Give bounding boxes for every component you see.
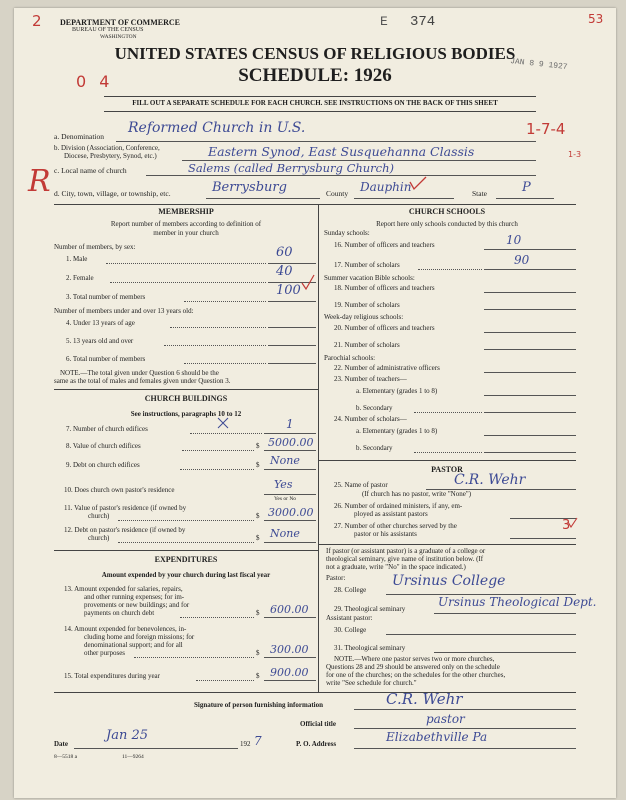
q3-label: 3. Total number of members (66, 293, 146, 301)
po-address-value[interactable]: Elizabethville Pa (386, 730, 488, 744)
dept-name: DEPARTMENT OF COMMERCE (60, 18, 181, 27)
pastor-note-4: write "See schedule for church." (326, 679, 417, 687)
q2-value[interactable]: 40 (276, 264, 293, 279)
signature-value[interactable]: C.R. Wehr (386, 690, 463, 708)
weekday-label: Week-day religious schools: (324, 313, 404, 321)
division-value[interactable]: Eastern Synod, East Susquehanna Classis (208, 144, 475, 159)
parochial-label: Parochial schools: (324, 354, 376, 362)
q28-label: 28. College (334, 586, 367, 594)
membership-note-2: same as the total of males and females given under Question 3. (54, 377, 231, 385)
signature-label: Signature of person furnishing information (194, 701, 323, 709)
margin-note-top-right: 53 (588, 12, 604, 26)
form-title: UNITED STATES CENSUS OF RELIGIOUS BODIES (114, 44, 516, 63)
q27-label-2: pastor or his assistants (354, 530, 417, 538)
pastor-note-1: NOTE.—Where one pastor serves two or more churches, (334, 655, 495, 663)
q25-label: 25. Name of pastor (334, 481, 388, 489)
county-label: County (326, 189, 349, 198)
q8-label: 8. Value of church edifices (66, 442, 141, 450)
assistant-subhead: Assistant pastor: (326, 614, 373, 622)
by-sex-label: Number of members, by sex: (54, 243, 136, 251)
q22-label: 22. Number of administrative officers (334, 364, 440, 372)
q14-value[interactable]: 300.00 (270, 643, 309, 656)
membership-intro-1: Report number of members according to definition of (110, 220, 262, 228)
q13-line-2: and other running expenses; for im- (84, 593, 185, 601)
q13-line-4: payments on church debt (84, 609, 155, 617)
membership-intro-2: member in your church (153, 229, 219, 237)
q7-pencil-mark (214, 412, 238, 432)
membership-heading: MEMBERSHIP (158, 207, 214, 216)
q12-value[interactable]: None (270, 527, 300, 540)
expenditures-intro: Amount expended by your church during last fiscal year (101, 571, 271, 579)
q30-label: 30. College (334, 626, 367, 634)
q25-note: (If church has no pastor, write "None") (362, 490, 472, 498)
q11-label-1: 11. Value of pastor's residence (if owned by (64, 504, 187, 512)
q3-value[interactable]: 100 (276, 283, 301, 298)
margin-note-top-left: 2 (32, 12, 42, 30)
q26-label-1: 26. Number of ordained ministers, if any, em- (334, 502, 463, 510)
margin-code: 0 4 (76, 72, 114, 91)
instruction-line: FILL OUT A SEPARATE SCHEDULE FOR EACH CHURCH. SEE INSTRUCTIONS ON THE BACK OF THIS SHEET (132, 99, 498, 107)
local-name-label: c. Local name of church (54, 166, 127, 175)
po-address-label: P. O. Address (296, 740, 337, 748)
q1-label: 1. Male (66, 255, 88, 263)
q17-label: 17. Number of scholars (334, 261, 400, 269)
official-title-label: Official title (300, 720, 336, 728)
q11-label-2: church) (88, 512, 110, 520)
q6-label: 6. Total number of members (66, 355, 146, 363)
q21-label: 21. Number of scholars (334, 341, 400, 349)
q16-value[interactable]: 10 (506, 233, 522, 247)
q17-value[interactable]: 90 (514, 253, 530, 267)
margin-big-r: R (28, 164, 51, 199)
denomination-code: 1-7-4 (526, 120, 566, 138)
q4-label: 4. Under 13 years of age (66, 319, 135, 327)
state-label: State (472, 189, 487, 198)
q27-check-mark (554, 514, 578, 534)
q26-label-2: ployed as assistant pastors (354, 510, 428, 518)
membership-check-marks (296, 228, 320, 308)
q23-elem-label: a. Elementary (grades 1 to 8) (356, 387, 438, 395)
pastor-note-2: Questions 28 and 29 should be answered only on the schedule (326, 663, 500, 671)
q14-line-2: cluding home and foreign missions; for (84, 633, 195, 641)
denomination-label: a. Denomination (54, 132, 104, 141)
q23-secondary-label: b. Secondary (356, 404, 393, 412)
county-value[interactable]: Dauphin (360, 180, 412, 194)
q8-value[interactable]: 5000.00 (268, 436, 314, 449)
bureau-name: BUREAU OF THE CENSUS (72, 27, 144, 33)
division-label-1: b. Division (Association, Conference, (54, 144, 160, 152)
q9-value[interactable]: None (270, 454, 300, 467)
division-label-2: Diocese, Presbytery, Synod, etc.) (64, 152, 157, 160)
city-name: WASHINGTON (100, 34, 137, 40)
q14-line-3: denominational support; and for all (84, 641, 183, 649)
q9-label: 9. Debt on church edifices (66, 461, 140, 469)
buildings-intro: See instructions, paragraphs 10 to 12 (130, 410, 242, 418)
city-label: d. City, town, village, or township, etc. (54, 189, 171, 198)
q7-value[interactable]: 1 (286, 417, 294, 431)
official-title-value[interactable]: pastor (426, 712, 465, 726)
census-schedule-sheet: 2 53 E 374 JAN 8 9 1927 0 4 R DEPARTMENT OF COMMERCE BUREAU OF THE CENSUS WASHINGTON UNITED STATES CENSUS OF RELIGIOUS BODIES SCHEDULE: 1926 FILL OUT A SEPARATE SCHEDULE FOR EACH CHURCH. SEE INSTRUCTIONS ON THE BACK OF THIS SHEET a. Denomination Reformed Church in U.S. 1-7-4 b. Division (Association, Conference, Diocese, Presbytery, Synod, etc.) Eastern Synod, East Susquehanna Classis 1-3 c. Local name of church Salems (called Berrysburg Church) d. City, town, village, or township, etc. Berrysburg County Dauphin State P MEMBERSHIP Report number of members according to definition of member in your church Number of members, by sex: 1. Male 60 2. Female 40 3. Total number of members 100 Number of members under and over 13 years old: 4. Under 13 years of age 5. 13 years old and over 6. Total number of members NOTE.—The total given under Question 6 should be the same as the total of males and females given under Question 3. CHURCH BUILDINGS See instructions, paragraphs 10 to 12 7. Number of church edifices 1 8. Value of church edifices $ 5000.00 9. Debt on church edifices $ None 10. Does church own pastor's residence Yes Yes or No 11. Value of pastor's residence (if owned by church) $ 3000.00 12. Debt on pastor's residence (if owned by church) $ None EXPENDITURES Amount expended by your church during last fiscal year 13. Amount expended for salaries, repairs, and other running expenses; for im- provements or new buildings; and for payments on church debt $ 600.00 14. Amount expended for benevolences, in- cluding home and foreign missions; for denominational support; and for all other purposes $ 300.00 15. Total expenditures during year $ 900.00 CHURCH SCHOOLS Report here only schools conducted by this church Sunday schools: 16. Number of officers and teachers 10 17. Number of scholars 90 Summer vacation Bible schools: 18. Number of officers and teachers 19. Number of scholars Week-day religious schools: 20. Number of officers and teachers 21. Number of scholars Parochial schools: 22. Number of administrative officers 23. Number of teachers— a. Elementary (grades 1 to 8) b. Secondary 24. Number of scholars— a. Elementary (grades 1 to 8) b. Secondary PASTOR 25. Name of pastor C.R. Wehr (If church has no pastor, write "None") 26. Number of ordained ministers, if any, em- ployed as assistant pastors 27. Number of other churches served by the pastor or his assistants 3 If pastor (or assistant pastor) is a graduate of a college or theological seminary, give name of institution below. (If not a graduate, write "No" in the space indicated.) Pastor: 28. College Ursinus College 29. Theological seminary Ursinus Theological Dept. Assistant pastor: 30. College 31. Theological seminary NOTE.—Where one pastor serves two or more churches, Questions 28 and 29 should be answered only on the schedule for one of the churches; on the schedules for the other churches, write "See schedule for church." Signature of person furnishing information C.R. Wehr Official title pastor Date Jan 25 192 7 P. O. Address Elizabethville Pa 8—5518 a 11—9264 (14, 8, 616, 798)
pastor-subhead: Pastor: (326, 574, 346, 582)
q25-value[interactable]: C.R. Wehr (454, 472, 526, 488)
q28-value[interactable]: Ursinus College (392, 573, 506, 589)
q5-label: 5. 13 years old and over (66, 337, 134, 345)
q14-line-1: 14. Amount expended for benevolences, in- (64, 625, 187, 633)
q24-elem-label: a. Elementary (grades 1 to 8) (356, 427, 438, 435)
date-stamp: JAN 8 9 1927 (509, 57, 568, 72)
q10-value[interactable]: Yes (274, 478, 293, 491)
schools-intro: Report here only schools conducted by this church (376, 220, 518, 228)
q2-label: 2. Female (66, 274, 94, 282)
q31-label: 31. Theological seminary (334, 644, 406, 652)
year-value[interactable]: 7 (254, 734, 262, 748)
q18-label: 18. Number of officers and teachers (334, 284, 435, 292)
under-over-label: Number of members under and over 13 years old: (54, 307, 194, 315)
q12-label-1: 12. Debt on pastor's residence (if owned by (64, 526, 186, 534)
buildings-heading: CHURCH BUILDINGS (144, 394, 228, 403)
q19-label: 19. Number of scholars (334, 301, 400, 309)
stamp-number: 374 (410, 14, 436, 30)
county-check-mark (404, 174, 434, 194)
q24-secondary-label: b. Secondary (356, 444, 393, 452)
denomination-value[interactable]: Reformed Church in U.S. (128, 120, 306, 136)
graduate-note-2: theological seminary, give name of institution below. (If (326, 555, 484, 563)
date-label: Date (54, 740, 68, 748)
city-value[interactable]: Berrysburg (212, 180, 287, 195)
schedule-title: SCHEDULE: 1926 (238, 65, 392, 86)
q15-label: 15. Total expenditures during year (64, 672, 160, 680)
year-prefix: 192 (240, 740, 251, 748)
q7-label: 7. Number of church edifices (66, 425, 148, 433)
stamp-letter: E (380, 14, 388, 29)
pastor-heading: PASTOR (431, 465, 463, 474)
date-value[interactable]: Jan 25 (106, 728, 149, 743)
q10-label: 10. Does church own pastor's residence (64, 486, 175, 494)
yes-no-hint: Yes or No (274, 496, 297, 502)
local-name-value[interactable]: Salems (called Berrysburg Church) (188, 161, 395, 175)
division-code: 1-3 (568, 150, 582, 159)
graduate-note-1: If pastor (or assistant pastor) is a graduate of a college or (326, 547, 486, 555)
expenditures-heading: EXPENDITURES (154, 555, 218, 564)
q13-line-1: 13. Amount expended for salaries, repairs, (64, 585, 183, 593)
q12-label-2: church) (88, 534, 110, 542)
q16-label: 16. Number of officers and teachers (334, 241, 435, 249)
form-code-2: 11—9264 (122, 754, 144, 760)
q13-line-3: provements or new buildings; and for (84, 601, 190, 609)
graduate-note-3: not a graduate, write "No" in the space indicated.) (326, 563, 466, 571)
q14-line-4: other purposes (84, 649, 126, 657)
sunday-label: Sunday schools: (324, 229, 370, 237)
q27-value[interactable]: 3 (562, 518, 571, 533)
q1-value[interactable]: 60 (276, 245, 293, 260)
q29-value[interactable]: Ursinus Theological Dept. (438, 595, 597, 609)
q29-label: 29. Theological seminary (334, 605, 406, 613)
membership-note-1: NOTE.—The total given under Question 6 should be the (60, 369, 219, 377)
schools-heading: CHURCH SCHOOLS (408, 207, 486, 216)
form-code: 8—5518 a (54, 754, 78, 760)
pastor-note-3: for one of the churches; on the schedules for the other churches, (326, 671, 506, 679)
q13-value[interactable]: 600.00 (270, 603, 309, 616)
q27-label-1: 27. Number of other churches served by the (334, 522, 457, 530)
q24-label: 24. Number of scholars— (334, 415, 407, 423)
q23-label: 23. Number of teachers— (334, 375, 407, 383)
q20-label: 20. Number of officers and teachers (334, 324, 435, 332)
q15-value[interactable]: 900.00 (270, 666, 309, 679)
q11-value[interactable]: 3000.00 (268, 506, 314, 519)
vacation-label: Summer vacation Bible schools: (324, 274, 415, 282)
state-value[interactable]: P (522, 180, 531, 195)
